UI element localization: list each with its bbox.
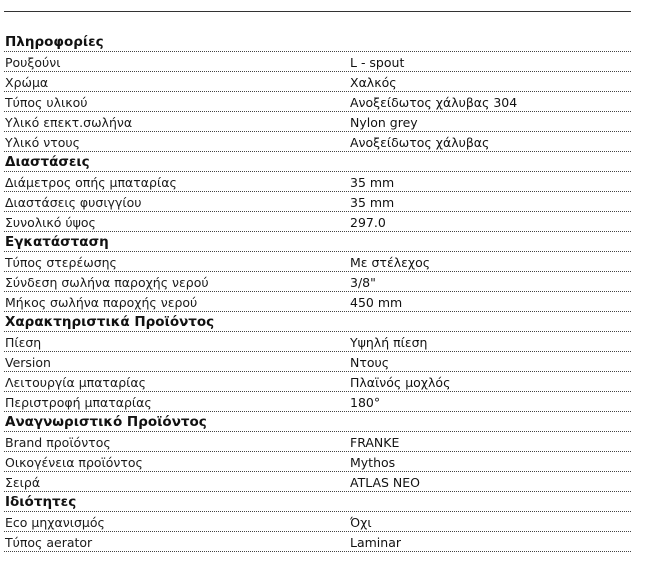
- section-header: Διαστάσεις: [4, 152, 631, 172]
- spec-value: Όχι: [350, 515, 372, 530]
- spec-label: Version: [5, 355, 51, 370]
- spec-value: Ανοξείδωτος χάλυβας 304: [350, 95, 518, 110]
- spec-value: Nylon grey: [350, 115, 418, 130]
- spec-row: [4, 132, 631, 152]
- spec-row: [4, 352, 631, 372]
- spec-value: 35 mm: [350, 195, 395, 210]
- spec-row: [4, 532, 631, 552]
- spec-row: [4, 172, 631, 192]
- spec-label: Υλικό ντους: [5, 135, 80, 150]
- section-header: Εγκατάσταση: [4, 232, 631, 252]
- spec-label: Περιστροφή μπαταρίας: [5, 395, 152, 410]
- section-header: Ιδιότητες: [4, 492, 631, 512]
- spec-label: Μήκος σωλήνα παροχής νερού: [5, 295, 198, 310]
- spec-value: 35 mm: [350, 175, 395, 190]
- spec-value: Laminar: [350, 535, 401, 550]
- spec-value: Ντους: [350, 355, 390, 370]
- spec-table: [4, 32, 631, 552]
- spec-label: Ρουξούνι: [5, 55, 61, 70]
- section-header: Πληροφορίες: [4, 32, 631, 52]
- spec-value: L - spout: [350, 55, 405, 70]
- spec-label: Οικογένεια προϊόντος: [5, 455, 143, 470]
- spec-row: [4, 92, 631, 112]
- spec-row: [4, 212, 631, 232]
- spec-label: Υλικό επεκτ.σωλήνα: [5, 115, 133, 130]
- spec-value: FRANKE: [350, 435, 400, 450]
- spec-row: [4, 52, 631, 72]
- spec-value: Υψηλή πίεση: [350, 335, 428, 350]
- spec-row: [4, 252, 631, 272]
- spec-label: Τύπος υλικού: [5, 95, 88, 110]
- spec-value: ATLAS NEO: [350, 475, 421, 490]
- spec-value: 450 mm: [350, 295, 403, 310]
- spec-row: [4, 372, 631, 392]
- spec-label: Eco μηχανισμός: [5, 515, 105, 530]
- spec-value: 297.0: [350, 215, 386, 230]
- spec-label: Διάμετρος οπής μπαταρίας: [5, 175, 177, 190]
- spec-row: [4, 192, 631, 212]
- section-header: Χαρακτηριστικά Προϊόντος: [4, 312, 631, 332]
- spec-label: Διαστάσεις φυσιγγίου: [5, 195, 142, 210]
- spec-label: Τύπος aerator: [5, 535, 93, 550]
- section-header: Αναγνωριστικό Προϊόντος: [4, 412, 631, 432]
- spec-row: [4, 272, 631, 292]
- spec-label: Brand προϊόντος: [5, 435, 111, 450]
- spec-label: Χρώμα: [5, 75, 49, 90]
- spec-row: [4, 452, 631, 472]
- spec-value: 180°: [350, 395, 381, 410]
- spec-row: [4, 432, 631, 452]
- spec-row: [4, 472, 631, 492]
- spec-value: Πλαϊνός μοχλός: [350, 375, 451, 390]
- spec-row: [4, 332, 631, 352]
- spec-value: 3/8": [350, 275, 376, 290]
- top-divider: [4, 11, 631, 12]
- spec-label: Σύνδεση σωλήνα παροχής νερού: [5, 275, 209, 290]
- spec-label: Τύπος στερέωσης: [5, 255, 117, 270]
- spec-value: Mythos: [350, 455, 396, 470]
- spec-value: Ανοξείδωτος χάλυβας: [350, 135, 490, 150]
- spec-row: [4, 112, 631, 132]
- spec-label: Λειτουργία μπαταρίας: [5, 375, 146, 390]
- spec-row: [4, 72, 631, 92]
- spec-row: [4, 392, 631, 412]
- spec-value: Χαλκός: [350, 75, 397, 90]
- spec-row: [4, 292, 631, 312]
- spec-label: Σειρά: [5, 475, 41, 490]
- spec-value: Με στέλεχος: [350, 255, 431, 270]
- spec-row: [4, 512, 631, 532]
- spec-label: Συνολικό ύψος: [5, 215, 96, 230]
- spec-label: Πίεση: [5, 335, 42, 350]
